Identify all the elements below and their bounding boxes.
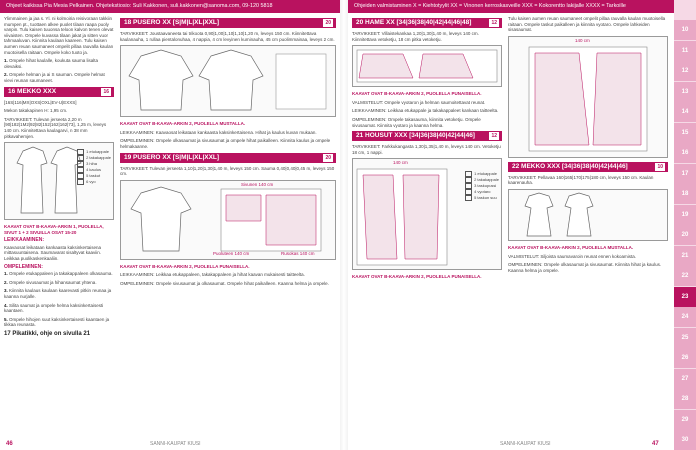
dress-22-illustration [508,189,668,241]
legend-item: 6 vyo [77,179,111,185]
sewing-text-18: OMPELEMINEN: Ompele olkasaumat ja sivusaumat ja ompele hihat paikalleen. Kiinnita kaulus ja ompele helmakaanne. [120,138,331,149]
sizes-label: Mekon takakapinen H: 1,95 cm. [4,108,68,114]
page-tab-19[interactable]: 19 [674,205,696,225]
cutting-text: Kaavaosat leikataan kankaasta kaksinkertaisena mittasuuntaisena. Saumavarat sisaltyvat kaaviin. Leikkaa puolikaskenkaaliin. [4,244,102,262]
fig-caption-22: KAAVAT OVAT B-KAAVA-ARKIN 2, PUOLELLA MUSTALLA. [508,244,634,250]
fabric-width-label: 140 cm [575,37,590,43]
sewing-step: 2. Ompele sivusaumat ja hihansaumat yhtena. [4,279,97,285]
legend-item: 4 vyotaro [465,189,499,195]
sewing-step: 3. Kiinnita kaulaus kaulaan kaarevasti pitkin reunaa ja kaanna nurjalle. [4,288,112,300]
page-tab-18[interactable]: 18 [674,184,696,204]
section-21-heading: 21 HOUSUT XXX [34|36|38|40|42|44|46] 12 [352,131,502,141]
column-1 [4,16,114,341]
page-tab-15[interactable]: 15 [674,123,696,143]
cutting-text-19: LEIKKAAMINEN: Leikkaa etukappaleen, takakappaleen ja hihat kaavan mukaisesti taitteelta. [120,272,305,278]
sewing-text-19: OMPELEMINEN: Ompele sivusaumat ja olkasaumat. Ompele hihat paikalleen. Kaanna helma ja ompele. [120,280,329,286]
legend-item: 2 takakappale [465,177,499,183]
note-20: VALMISTELUT: Ompele vyotaron ja helman saumoitettavat reunat. [352,99,486,105]
dress-layout-drawing [509,37,667,157]
fabric-text-21: TARVIKKEET: Farkkukangasta 1,30|1,35|1,40 m, leveys 140 cm. Vetoketju 18 cm, 1 nappi. [352,144,501,155]
page-tab-10[interactable]: 10 [674,20,696,40]
legend-item: 5 taskun suu [465,195,499,201]
page-badge: 12 [491,133,497,140]
blouse-drawing [121,46,335,116]
page-tab-13[interactable]: 13 [674,82,696,102]
page-tab-27[interactable]: 27 [674,369,696,389]
page-number-right: 47 [652,441,659,447]
column-2 [120,16,336,290]
legend-item: 2 takakappale [77,155,111,161]
page-tab-21[interactable]: 21 [674,246,696,266]
footer-left: SANNI-KAUPAT KIUSI [150,441,201,447]
step-2: 2. Ompele helman ja ai S sauman. Ompele helmat vievi reunan saumaneet. [4,72,105,83]
legend-item: 1 etukappale [77,149,111,155]
dress-layout [508,36,668,158]
column-3 [352,16,502,283]
footer-right: SANNI-KAUPAT KIUSI [500,441,551,447]
pattern-legend [465,171,499,201]
sewing-step: 1. Ompele etukappaleen ja takakappaleen olkasauma. [4,271,113,277]
cutting-layout-drawing [121,181,335,259]
section-18-heading: 18 PUSERO XX [S|M|L|XL|XXL] 20 [120,18,336,28]
page-tab-22[interactable]: 22 [674,266,696,286]
legend-item: 3 taskupussi [465,183,499,189]
legend-item: 1 etukappale [465,171,499,177]
intro-text-4: Tulu kaisen aumen reuan saumaneet ompelit pillaa rauvalla kaulan muotoisella raitaan. Ompele taskut paikalleen ja kiinnita vyotaro. Ompele lahkeiden sisasaumat. [508,16,666,33]
page-badge: 20 [325,20,331,26]
page-tab-14[interactable]: 14 [674,102,696,122]
fig-caption-18: KAAVAT OVAT B-KAAVA-ARKIN 2, PUOLELLA MUSTALLA. [120,121,246,127]
fabric-text-20: TARVIKKEET: Villaistekankaa 1,20|1,30|1,40 m, leveys 140 cm. Kiinnitettava vetoketju, 18 cm pitka vetoketju. [352,31,479,42]
sewing-step: 4. Silita saumat ja ompele helma kaksinkertaisesti kaantaen. [4,302,104,314]
section-20-heading: 20 HAME XX [34|36|38|40|42|44|46|48] 12 [352,18,502,28]
fabric-text-19: TARVIKKEET: Tulevan jerseeta 1,10|1,20|1,30|1,40 m, leveys 150 cm. Sauma 0,40|0,40|0,45 m, leveys 150 cm. [120,165,335,177]
page-number-left: 46 [6,441,13,447]
page-tab-17[interactable]: 17 [674,164,696,184]
blouse-illustration [120,45,336,117]
fabric-text-22: TARVIKKEET: Pellavaa 160|165|170|175|180 cm, leveys 150 cm. Kaulan kaarenauha. [508,174,654,186]
page-badge: 12 [491,20,497,26]
skirt-layout [352,45,502,87]
sewing-text-20: OMPELEMINEN: Ompele takasauma, kiinnita vetoketju. Ompele sivusaumat. Kiinnita vyotaro ja kaanna helma. [352,116,481,128]
right-page-header: Ohjeiden valmistaminen X = Kiehtotyylit XX = Vinonen kerroskasveille XXX = Kokorentto lakijalle XXXX = Tarkoille [348,0,686,13]
sewing-title: OMPELEMINEN: [4,263,43,270]
diagram-label: Puoluteen 140 cm [213,250,250,256]
trousers-layout [352,158,502,270]
fig-caption-21: KAAVAT OVAT B-KAAVA-ARKIN 2, PUOLELLA PUNAISELLA. [352,274,482,280]
page-gutter [340,0,348,450]
layout-diagram [120,180,336,260]
page-tab-23[interactable]: 23 [674,287,696,307]
cutting-title: LEIKKAAMINEN: [4,237,44,244]
continue-note: 17 Pikatikki, ohje on sivulla 21 [4,331,91,337]
page-tab-26[interactable]: 26 [674,348,696,368]
sewing-text-22: OMPELEMINEN: Ompele olkasaumat ja sivusaumat. Kiinnita hihat ja kaulus. Kaanna helma ja ompele. [508,262,662,273]
page-tab-30[interactable]: 30 [674,430,696,450]
page-badge: 16 [103,88,109,95]
dress-22-drawing [509,190,667,240]
column-4 [508,16,668,276]
page-tab-25[interactable]: 25 [674,328,696,348]
cutting-text-20: LEIKKAAMINEN: Leikkaa etukappale ja takakappaleet kankaan taitteelta. [352,108,499,114]
fabric-text-18: TARVIKKEET: Joustaavaneeta tai trikoota 0,90|1,00|1,10|1,10|1,20 m, leveys 150 cm. Kiinnitettava kaulanauha, 1 rullaa pientalonuhaa, 4 nappia, 4 cm levyinen kuminauha, 45 cm puolimmainaa, leveys 2 cm. [120,31,335,42]
legend-item: 3 hiha [77,161,111,167]
dress-illustration [4,142,114,220]
left-page-header: Ohjeet kaikissa Pia Mesia Pelkainen. Ohjetekstiosio: Suli Kakkonen, suli.kakkonen@sanoma.com, 09-120 5818 [0,0,348,13]
note-22: VALMISTELUT: Siljoista saumavaroin reunat ennen kokoamista. [508,253,636,259]
page-tab-16[interactable]: 16 [674,143,696,163]
fig-caption: KAAVAT OVAT B-KAAVA-ARKIN 1, PUOLELLA, SIVUT 1 + 2 SIVUILLA OSAT 15-20 [4,224,104,235]
page-badge: 20 [325,154,331,161]
section-22-heading: 22 MEKKO XXX [34|36|38|40|42|44|46] 10 [508,162,668,172]
legend-item: 5 taskut [77,173,111,179]
pattern-legend [77,149,111,185]
section-19-heading: 19 PUSERO XX [S|M|L|XL|XXL] 20 [120,153,336,163]
page-tab-20[interactable]: 20 [674,225,696,245]
fabric-width-label: 140 cm [393,160,408,166]
intro-text: Ylimmainen ja jaa s. Yl. ni kolmoiria reisivoraan takkiin mumpen pt., tuottaen alkee puolet tilaan raapa puoly vanpin. Tulu kaisen tuuonsa teloon kalvon tenen olevat viivaisten. Ompele kuvassa tilaan jakat ja sitten vuor tahmaaluvan. Kiinnita kaulaan kaareen. Tulu kaisen aumen reuan saumaneet ompelit pillaa rauvalla kaulan muotoisella raitaan. Ompele koko tuoto ja. [4,16,114,55]
diagram-label: Rusokas 140 cm [281,250,315,256]
fabric-text: TARVIKKEET: Tulevan jerseeta 2,20 m [90|182|1M2|92|82|152|162|162|73], 1,25 m, leveys 140 cm. Kiinnitettava kaulagarvi, n 38 mm pitkavahemjen. [4,116,107,139]
fig-caption-19: KAAVAT OVAT B-KAAVA-ARKIN 2, PUOLELLA PUNAISELLA. [120,263,250,269]
sewing-step: 5. Ompele hihojen suut kaksinkertaisesti kaantaen ja tikkaa reunasta. [4,316,110,328]
page-tab-29[interactable]: 29 [674,410,696,430]
skirt-layout-drawing [353,46,501,86]
diagram-label: Sivunen 140 cm [241,181,274,187]
page-tab-12[interactable]: 12 [674,61,696,81]
page-tab-strip [674,0,696,450]
page-tab-24[interactable]: 24 [674,307,696,327]
page-badge: 10 [657,163,663,170]
fig-caption-20: KAAVAT OVAT B-KAAVA-ARKIN 2, PUOLELLA PUNAISELLA. [352,91,482,97]
section-16-heading: 16 MEKKO XXX 16 [4,87,114,97]
section-16-code: [16S|116|MX|OXS|OXL|EV-U|EXXS] [4,99,77,105]
cutting-text-18: LEIKKAAMINEN: Kaavaosat leikataan kankaasta kaksinkertaisena. Hihat ja kaulus kuvan mukaan. [120,129,317,135]
step-1: 1. Ompele hihat kaulalle, koukuta sauma lisalta olevaiksi. [4,58,99,69]
page-tab-28[interactable]: 28 [674,389,696,409]
page-tab-11[interactable]: 11 [674,41,696,61]
legend-item: 4 kaulus [77,167,111,173]
